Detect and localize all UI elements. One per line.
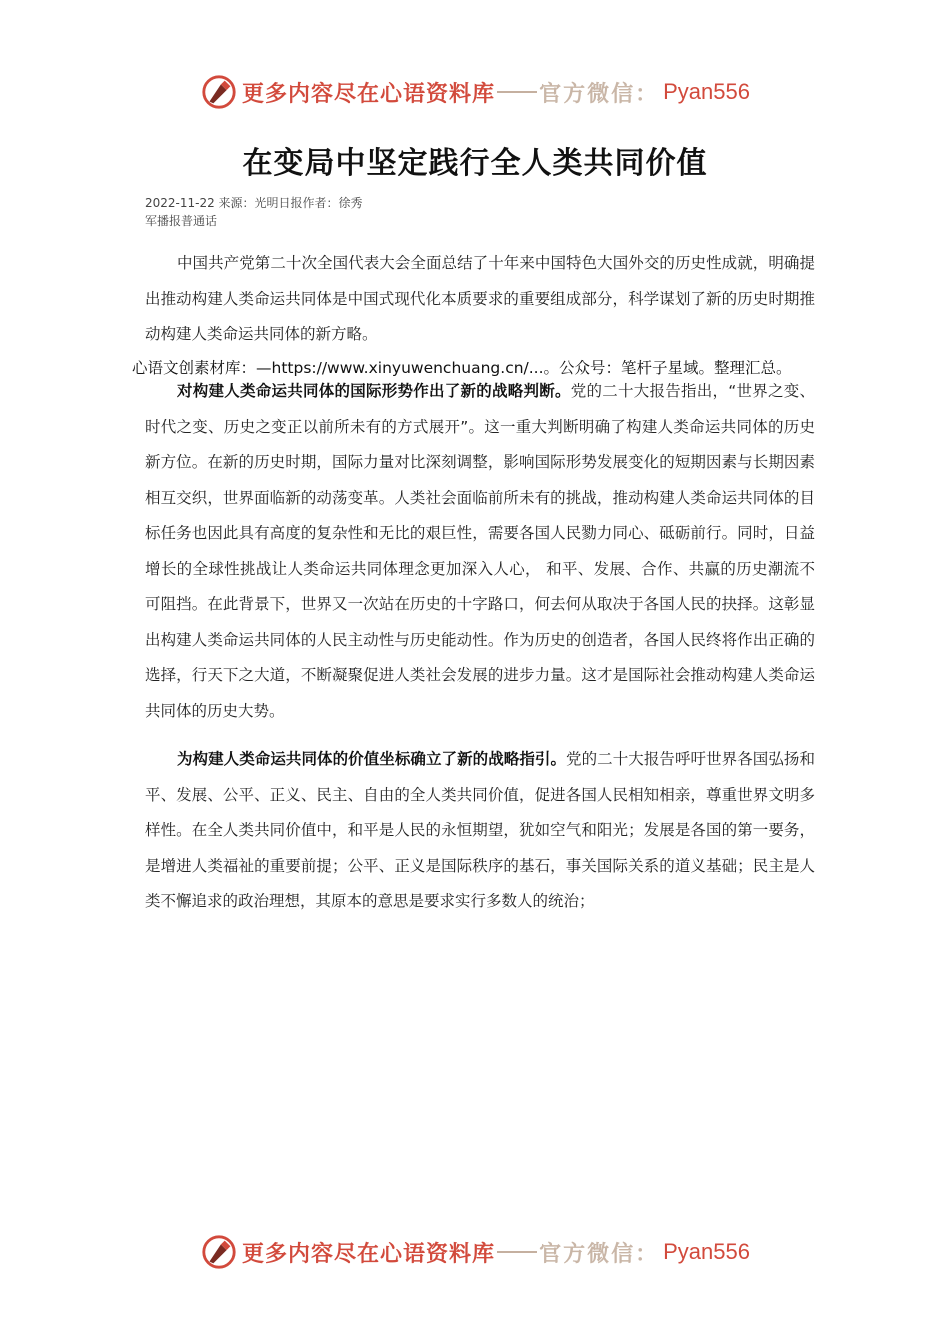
paragraph-3 [145,742,815,920]
watermark-line: 心语文创素材库：—https://www.xinyuwenchuang.cn/...。公众号：笔杆子星域。整理汇总。 [132,357,852,379]
wechat-id: Pyan556 [663,79,750,104]
paragraph-2-lead: 对构建人类命运共同体的国际形势作出了新的战略判断。 [177,382,571,400]
banner-divider [497,1251,537,1253]
official-label: 官方微信： [539,80,660,107]
pen-nib-logo-icon [200,73,238,111]
article-meta: 2022-11-22 来源：光明日报作者：徐秀 [145,196,363,210]
pen-nib-logo-icon [200,1233,238,1271]
article-title: 在变局中坚定践行全人类共同价值 [242,146,708,181]
footer-banner [0,1230,950,1274]
brand-text: 更多内容尽在心语资料库 [242,80,496,107]
banner-divider [497,91,537,93]
official-label: 官方微信： [539,1240,660,1267]
brand-text: 更多内容尽在心语资料库 [242,1240,496,1267]
paragraph-1 [145,246,815,353]
paragraph-2-text: 党的二十大报告指出，“世界之变、时代之变、历史之变正以前所未有的方式展开”。这一重大判断明确了构建人类命运共同体的历史新方位。在新的历史时期，国际力量对比深刻调整，影响国际形势发展变化的短期因素与长期因素相互交织，世界面临新的动荡变革。人类社会面临前所未有的挑战，推动构建人类命运共同体的目标任务也因此具有高度的复杂性和无比的艰巨性，需要各国人民勠力同心、砥砺前行。同时，日益增长的全球性挑战让人类命运共同体理念更加深入人心， 和平、发展、合作、共赢的历史潮流不可阻挡。在此背景下，世界又一次站在历史的十字路口，何去何从取决于各国人民的抉择。这彰显出构建人类命运共同体的人民主动性与历史能动性。作为历史的创造者，各国人民终将作出正确的选择，行天下之大道，不断凝聚促进人类社会发展的进步力量。这才是国际社会推动构建人类命运共同体的历史大势。 [145,382,815,720]
paragraph-3-lead: 为构建人类命运共同体的价值坐标确立了新的战略指引。 [177,750,567,768]
paragraph-1-text: 中国共产党第二十次全国代表大会全面总结了十年来中国特色大国外交的历史性成就，明确提出推动构建人类命运共同体是中国式现代化本质要求的重要组成部分，科学谋划了新的历史时期推动构建人类命运共同体的新方略。 [145,254,815,343]
paragraph-2 [145,374,815,729]
header-banner [0,70,950,114]
article-meta-audio[interactable]: 军播报普通话 [145,214,218,228]
wechat-id: Pyan556 [663,1239,750,1264]
paragraph-3-text: 党的二十大报告呼吁世界各国弘扬和平、发展、公平、正义、民主、自由的全人类共同价值，促进各国人民相知相亲，尊重世界文明多样性。在全人类共同价值中，和平是人民的永恒期望，犹如空气和阳光；发展是各国的第一要务，是增进人类福祉的重要前提；公平、正义是国际秩序的基石，事关国际关系的道义基础；民主是人类不懈追求的政治理想，其原本的意思是要求实行多数人的统治； [145,750,815,910]
